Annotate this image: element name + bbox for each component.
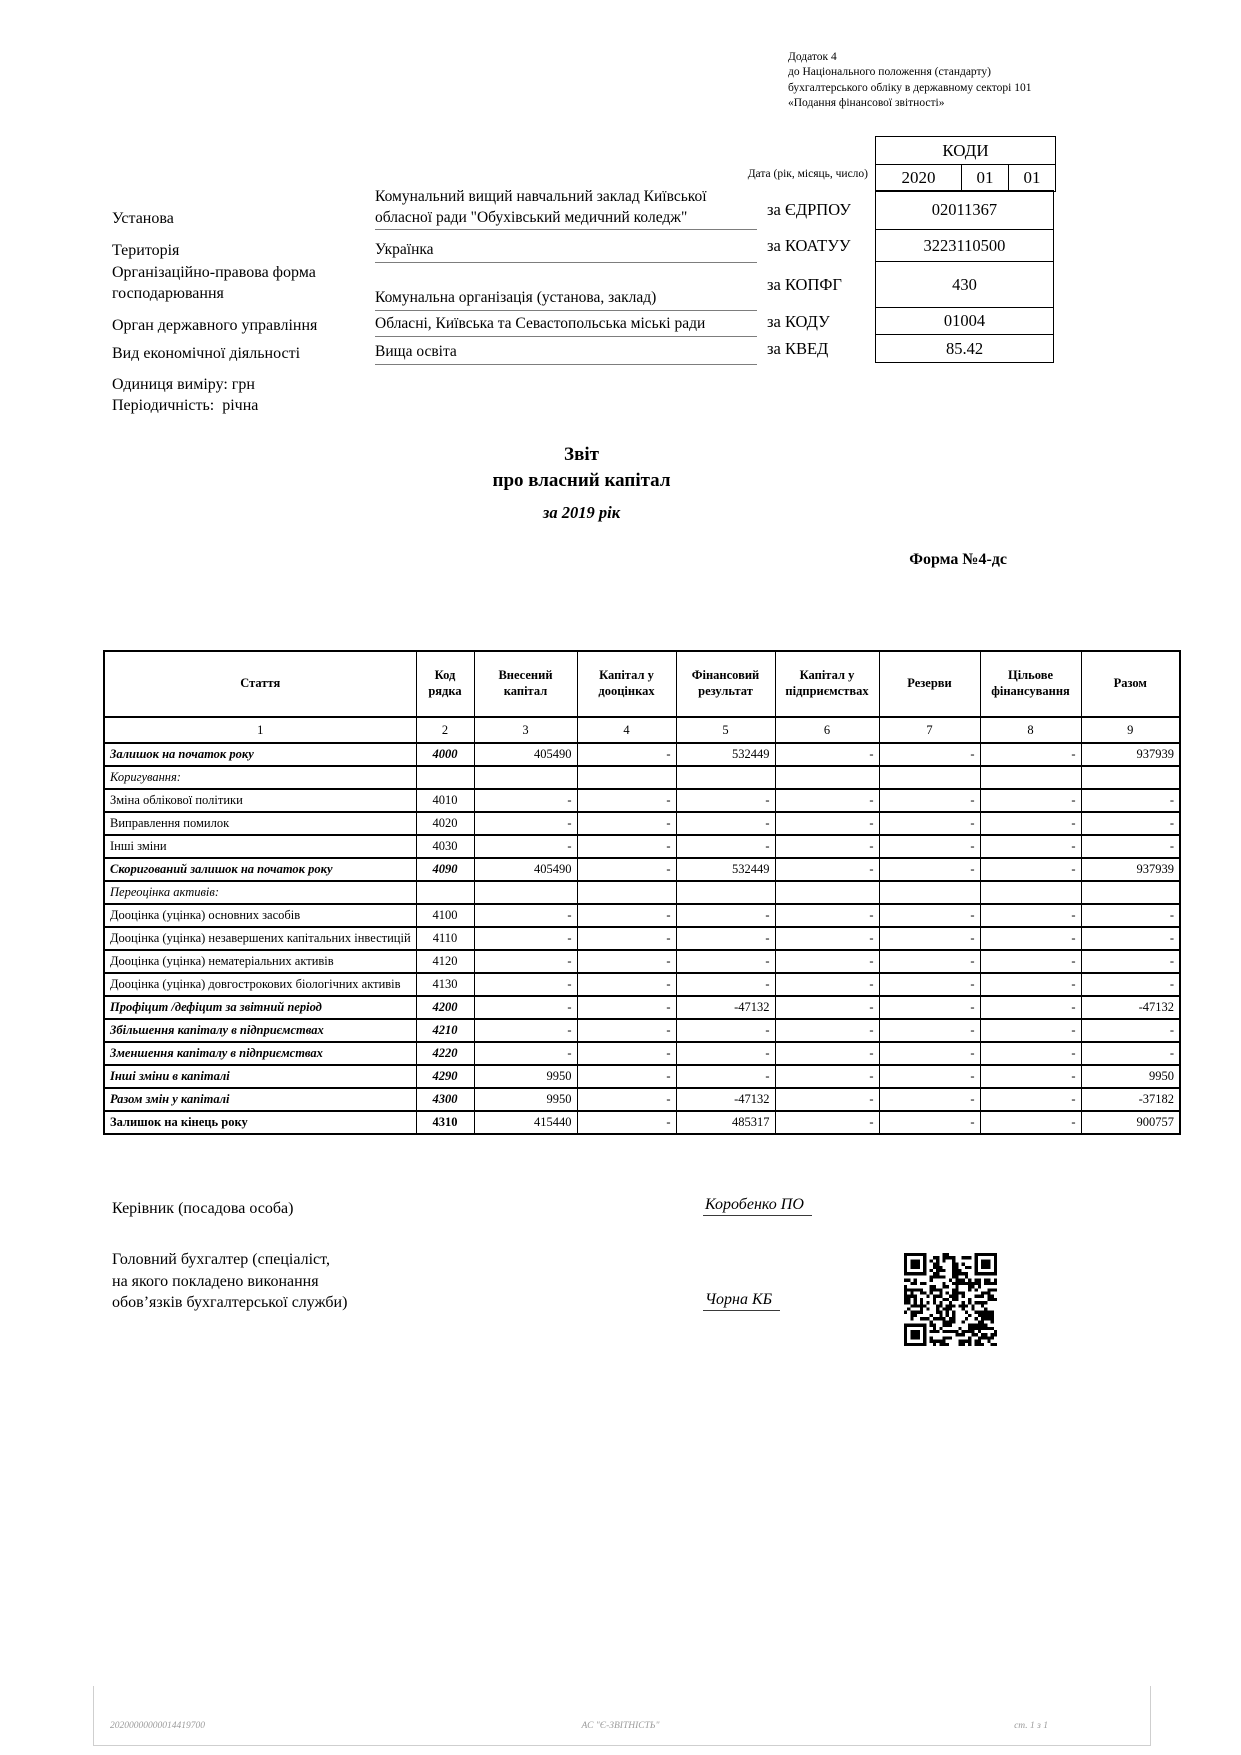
row-value: -: [1081, 950, 1180, 973]
table-row: [104, 1088, 1180, 1111]
row-value: -: [577, 743, 676, 766]
row-value: -: [879, 1019, 980, 1042]
row-value: [474, 766, 577, 789]
row-value: -47132: [676, 1088, 775, 1111]
table-row: [104, 1111, 1180, 1134]
row-value: -47132: [1081, 996, 1180, 1019]
row-value: -: [474, 789, 577, 812]
row-value: -: [676, 789, 775, 812]
code-boxes: [875, 190, 1054, 363]
row-value: -: [474, 812, 577, 835]
row-value: [879, 766, 980, 789]
row-code: 4030: [416, 835, 474, 858]
equity-table: [103, 650, 1181, 1135]
row-value: -: [775, 789, 879, 812]
row-value: -: [474, 1042, 577, 1065]
row-value: -: [676, 950, 775, 973]
row-value: -: [577, 973, 676, 996]
table-row: [104, 743, 1180, 766]
col-header: Фінансовий результат: [676, 651, 775, 717]
col-number: 7: [879, 717, 980, 743]
col-header: Резерви: [879, 651, 980, 717]
col-number: 2: [416, 717, 474, 743]
row-code: 4290: [416, 1065, 474, 1088]
terytoria-label: Територія: [112, 242, 180, 259]
row-value: -: [980, 1019, 1081, 1042]
date-month: 01: [962, 165, 1009, 192]
annotation-line: до Національного положення (стандарту): [788, 66, 991, 79]
row-article: Зміна облікової політики: [104, 789, 416, 812]
row-value: -: [879, 835, 980, 858]
annotation: [788, 50, 1031, 111]
row-value: -: [676, 904, 775, 927]
row-article: Зменшення капіталу в підприємствах: [104, 1042, 416, 1065]
row-value: [676, 881, 775, 904]
row-code: [416, 881, 474, 904]
row-value: [775, 881, 879, 904]
orgform-label: Організаційно-правова форма господарювання: [112, 264, 316, 302]
row-value: -: [775, 1111, 879, 1134]
edrpou-value: 02011367: [875, 190, 1054, 230]
table-row: [104, 766, 1180, 789]
row-value: -: [879, 743, 980, 766]
row-value: 900757: [1081, 1111, 1180, 1134]
kodu-label: за КОДУ: [767, 312, 830, 331]
annotation-line: «Подання фінансової звітності»: [788, 96, 945, 109]
date-year: 2020: [876, 165, 962, 192]
column-numbers-row: [104, 717, 1180, 743]
row-value: -: [879, 1042, 980, 1065]
row-code: 4010: [416, 789, 474, 812]
qr-code-image: [904, 1253, 997, 1346]
annotation-line: бухгалтерського обліку в державному секторі 101: [788, 81, 1032, 94]
footer-doc-id: 20200000000014419700: [110, 1721, 205, 1731]
col-header: Цільове фінансування: [980, 651, 1081, 717]
row-article: Дооцінка (уцінка) основних засобів: [104, 904, 416, 927]
row-value: -: [775, 743, 879, 766]
row-value: -: [775, 858, 879, 881]
row-article: Інші зміни: [104, 835, 416, 858]
report-title: Звіт: [564, 444, 599, 465]
report-period: за 2019 рік: [542, 503, 621, 522]
row-code: 4300: [416, 1088, 474, 1111]
col-number: 9: [1081, 717, 1180, 743]
row-article: Профіцит /дефіцит за звітний період: [104, 996, 416, 1019]
row-code: 4110: [416, 927, 474, 950]
row-value: -47132: [676, 996, 775, 1019]
row-value: -: [879, 904, 980, 927]
row-value: 405490: [474, 743, 577, 766]
col-header: Внесений капітал: [474, 651, 577, 717]
row-value: -: [1081, 973, 1180, 996]
row-value: -: [879, 789, 980, 812]
col-number: 6: [775, 717, 879, 743]
row-code: 4100: [416, 904, 474, 927]
row-code: 4090: [416, 858, 474, 881]
row-value: -: [980, 927, 1081, 950]
table-row: [104, 927, 1180, 950]
row-value: -: [577, 812, 676, 835]
row-value: -: [980, 904, 1081, 927]
table-row: [104, 881, 1180, 904]
row-value: -: [577, 1019, 676, 1042]
row-value: -: [775, 904, 879, 927]
accountant-signature: Чорна КБ: [703, 1291, 780, 1311]
row-value: 937939: [1081, 743, 1180, 766]
col-number: 1: [104, 717, 416, 743]
row-article: Інші зміни в капіталі: [104, 1065, 416, 1088]
row-value: -: [1081, 927, 1180, 950]
table-row: [104, 1065, 1180, 1088]
row-value: -: [980, 1088, 1081, 1111]
row-value: 415440: [474, 1111, 577, 1134]
row-value: -: [577, 904, 676, 927]
row-value: -: [577, 1088, 676, 1111]
row-value: [980, 881, 1081, 904]
equity-table-body: [104, 743, 1180, 1134]
date-day: 01: [1009, 165, 1056, 192]
col-header: Капітал у підприємствах: [775, 651, 879, 717]
row-code: 4020: [416, 812, 474, 835]
row-value: -: [775, 950, 879, 973]
row-value: -: [775, 1042, 879, 1065]
table-row: [104, 996, 1180, 1019]
row-value: [676, 766, 775, 789]
row-value: [1081, 881, 1180, 904]
row-article: Разом змін у капіталі: [104, 1088, 416, 1111]
row-value: -: [879, 812, 980, 835]
ustanova-label: Установа: [112, 210, 174, 227]
table-row: [104, 1042, 1180, 1065]
koatuu-value: 3223110500: [875, 229, 1054, 262]
periodicity-label: Періодичність: річна: [112, 397, 259, 414]
row-article: Залишок на кінець року: [104, 1111, 416, 1134]
row-value: -: [980, 1042, 1081, 1065]
row-value: -: [577, 1065, 676, 1088]
row-value: -: [879, 1111, 980, 1134]
row-value: -: [577, 835, 676, 858]
row-value: -: [775, 812, 879, 835]
row-value: 9950: [474, 1088, 577, 1111]
row-value: -: [980, 996, 1081, 1019]
row-value: -: [474, 1019, 577, 1042]
kody-table: [875, 136, 1056, 192]
row-value: [577, 766, 676, 789]
row-value: -: [1081, 1019, 1180, 1042]
row-value: 9950: [1081, 1065, 1180, 1088]
table-row: [104, 904, 1180, 927]
row-value: -: [474, 996, 577, 1019]
row-value: -: [980, 1065, 1081, 1088]
table-row: [104, 789, 1180, 812]
row-code: 4000: [416, 743, 474, 766]
row-code: 4310: [416, 1111, 474, 1134]
col-number: 8: [980, 717, 1081, 743]
report-subtitle: про власний капітал: [492, 470, 671, 491]
row-value: -: [980, 789, 1081, 812]
table-row: [104, 858, 1180, 881]
row-code: 4200: [416, 996, 474, 1019]
row-value: 405490: [474, 858, 577, 881]
row-article: Залишок на початок року: [104, 743, 416, 766]
row-value: -: [980, 1111, 1081, 1134]
row-value: [775, 766, 879, 789]
row-value: -: [980, 743, 1081, 766]
annotation-line: Додаток 4: [788, 51, 837, 63]
qr-code: [904, 1253, 997, 1346]
row-value: -: [1081, 789, 1180, 812]
row-value: -: [879, 927, 980, 950]
row-value: [474, 881, 577, 904]
organ-label: Орган державного управління: [112, 317, 318, 334]
row-value: [1081, 766, 1180, 789]
row-article: Коригування:: [104, 766, 416, 789]
row-value: -: [879, 973, 980, 996]
col-header: Разом: [1081, 651, 1180, 717]
koatuu-label: за КОАТУУ: [767, 236, 851, 255]
row-value: -: [577, 1042, 676, 1065]
row-value: -: [577, 858, 676, 881]
row-value: -: [577, 996, 676, 1019]
row-value: -: [1081, 835, 1180, 858]
accountant-label-line: Головний бухгалтер (спеціаліст,: [112, 1251, 330, 1268]
row-value: -: [676, 835, 775, 858]
row-value: -: [474, 973, 577, 996]
row-value: -: [676, 1065, 775, 1088]
row-value: -: [676, 1042, 775, 1065]
row-value: 532449: [676, 858, 775, 881]
table-row: [104, 812, 1180, 835]
kopfg-value: 430: [875, 261, 1054, 308]
row-article: Дооцінка (уцінка) незавершених капітальних інвестицій: [104, 927, 416, 950]
row-code: [416, 766, 474, 789]
row-article: Виправлення помилок: [104, 812, 416, 835]
accountant-label-line: на якого покладено виконання: [112, 1272, 319, 1290]
kved-label: за КВЕД: [767, 339, 829, 358]
row-value: [577, 881, 676, 904]
row-value: -: [980, 835, 1081, 858]
row-value: -: [1081, 1042, 1180, 1065]
col-number: 4: [577, 717, 676, 743]
accountant-label-line: обов’язків бухгалтерської служби): [112, 1294, 348, 1311]
row-value: -: [775, 927, 879, 950]
row-article: Скоригований залишок на початок року: [104, 858, 416, 881]
row-code: 4130: [416, 973, 474, 996]
row-code: 4210: [416, 1019, 474, 1042]
table-row: [104, 835, 1180, 858]
row-value: -: [980, 950, 1081, 973]
row-article: Переоцінка активів:: [104, 881, 416, 904]
row-value: -: [474, 927, 577, 950]
kodu-value: 01004: [875, 307, 1054, 335]
row-value: -: [577, 789, 676, 812]
form-number-label: Форма №4-дс: [909, 551, 1007, 568]
row-value: -: [980, 858, 1081, 881]
row-value: -: [775, 996, 879, 1019]
kved-value: 85.42: [875, 334, 1054, 363]
footer-app-name: АС "Є-ЗВІТНІСТЬ": [581, 1721, 660, 1731]
vyd-value: Вища освіта: [375, 341, 757, 365]
row-value: -: [879, 950, 980, 973]
col-number: 5: [676, 717, 775, 743]
row-value: -: [1081, 812, 1180, 835]
row-value: -37182: [1081, 1088, 1180, 1111]
row-value: -: [1081, 904, 1180, 927]
row-article: Дооцінка (уцінка) нематеріальних активів: [104, 950, 416, 973]
col-number: 3: [474, 717, 577, 743]
row-value: -: [980, 812, 1081, 835]
row-value: -: [980, 973, 1081, 996]
organ-value: Обласні, Київська та Севастопольська міські ради: [375, 313, 757, 337]
row-code: 4220: [416, 1042, 474, 1065]
row-value: [879, 881, 980, 904]
edrpou-label: за ЄДРПОУ: [767, 200, 851, 219]
row-value: -: [775, 835, 879, 858]
terytoria-value: Українка: [375, 239, 757, 263]
unit-label: Одиниця виміру: грн: [112, 376, 255, 393]
ustanova-value: Комунальний вищий навчальний заклад Київської обласної ради "Обухівський медичний коледж": [375, 186, 757, 230]
table-row: [104, 1019, 1180, 1042]
director-signature: Коробенко ПО: [703, 1196, 812, 1216]
col-header: Капітал у дооцінках: [577, 651, 676, 717]
row-value: 937939: [1081, 858, 1180, 881]
row-value: -: [775, 973, 879, 996]
row-value: -: [474, 904, 577, 927]
kopfg-label: за КОПФГ: [767, 275, 842, 294]
row-article: Дооцінка (уцінка) довгострокових біологічних активів: [104, 973, 416, 996]
row-value: [980, 766, 1081, 789]
col-header: Стаття: [104, 651, 416, 717]
row-value: -: [775, 1065, 879, 1088]
row-code: 4120: [416, 950, 474, 973]
row-value: -: [775, 1019, 879, 1042]
row-value: 485317: [676, 1111, 775, 1134]
row-value: -: [676, 973, 775, 996]
table-row: [104, 950, 1180, 973]
kody-title: КОДИ: [876, 137, 1056, 165]
row-value: -: [676, 1019, 775, 1042]
row-value: 532449: [676, 743, 775, 766]
accountant-label: [112, 1249, 347, 1314]
row-value: -: [676, 927, 775, 950]
row-value: -: [879, 858, 980, 881]
row-value: -: [577, 1111, 676, 1134]
col-header: Код рядка: [416, 651, 474, 717]
director-label: Керівник (посадова особа): [112, 1200, 294, 1217]
row-value: -: [577, 927, 676, 950]
table-row: [104, 973, 1180, 996]
table-header-row: [104, 651, 1180, 717]
row-value: -: [474, 950, 577, 973]
row-value: -: [577, 950, 676, 973]
footer-page-info: ст. 1 з 1: [1014, 1721, 1048, 1731]
row-value: -: [879, 1065, 980, 1088]
row-value: -: [676, 812, 775, 835]
row-value: -: [474, 835, 577, 858]
row-value: -: [775, 1088, 879, 1111]
row-value: 9950: [474, 1065, 577, 1088]
orgform-value: Комунальна організація (установа, заклад): [375, 287, 757, 311]
vyd-label: Вид економічної діяльності: [112, 345, 301, 362]
row-value: -: [879, 996, 980, 1019]
row-value: -: [879, 1088, 980, 1111]
date-label: Дата (рік, місяць, число): [747, 168, 868, 180]
page-bottom-edge: [93, 1686, 1151, 1746]
row-article: Збільшення капіталу в підприємствах: [104, 1019, 416, 1042]
